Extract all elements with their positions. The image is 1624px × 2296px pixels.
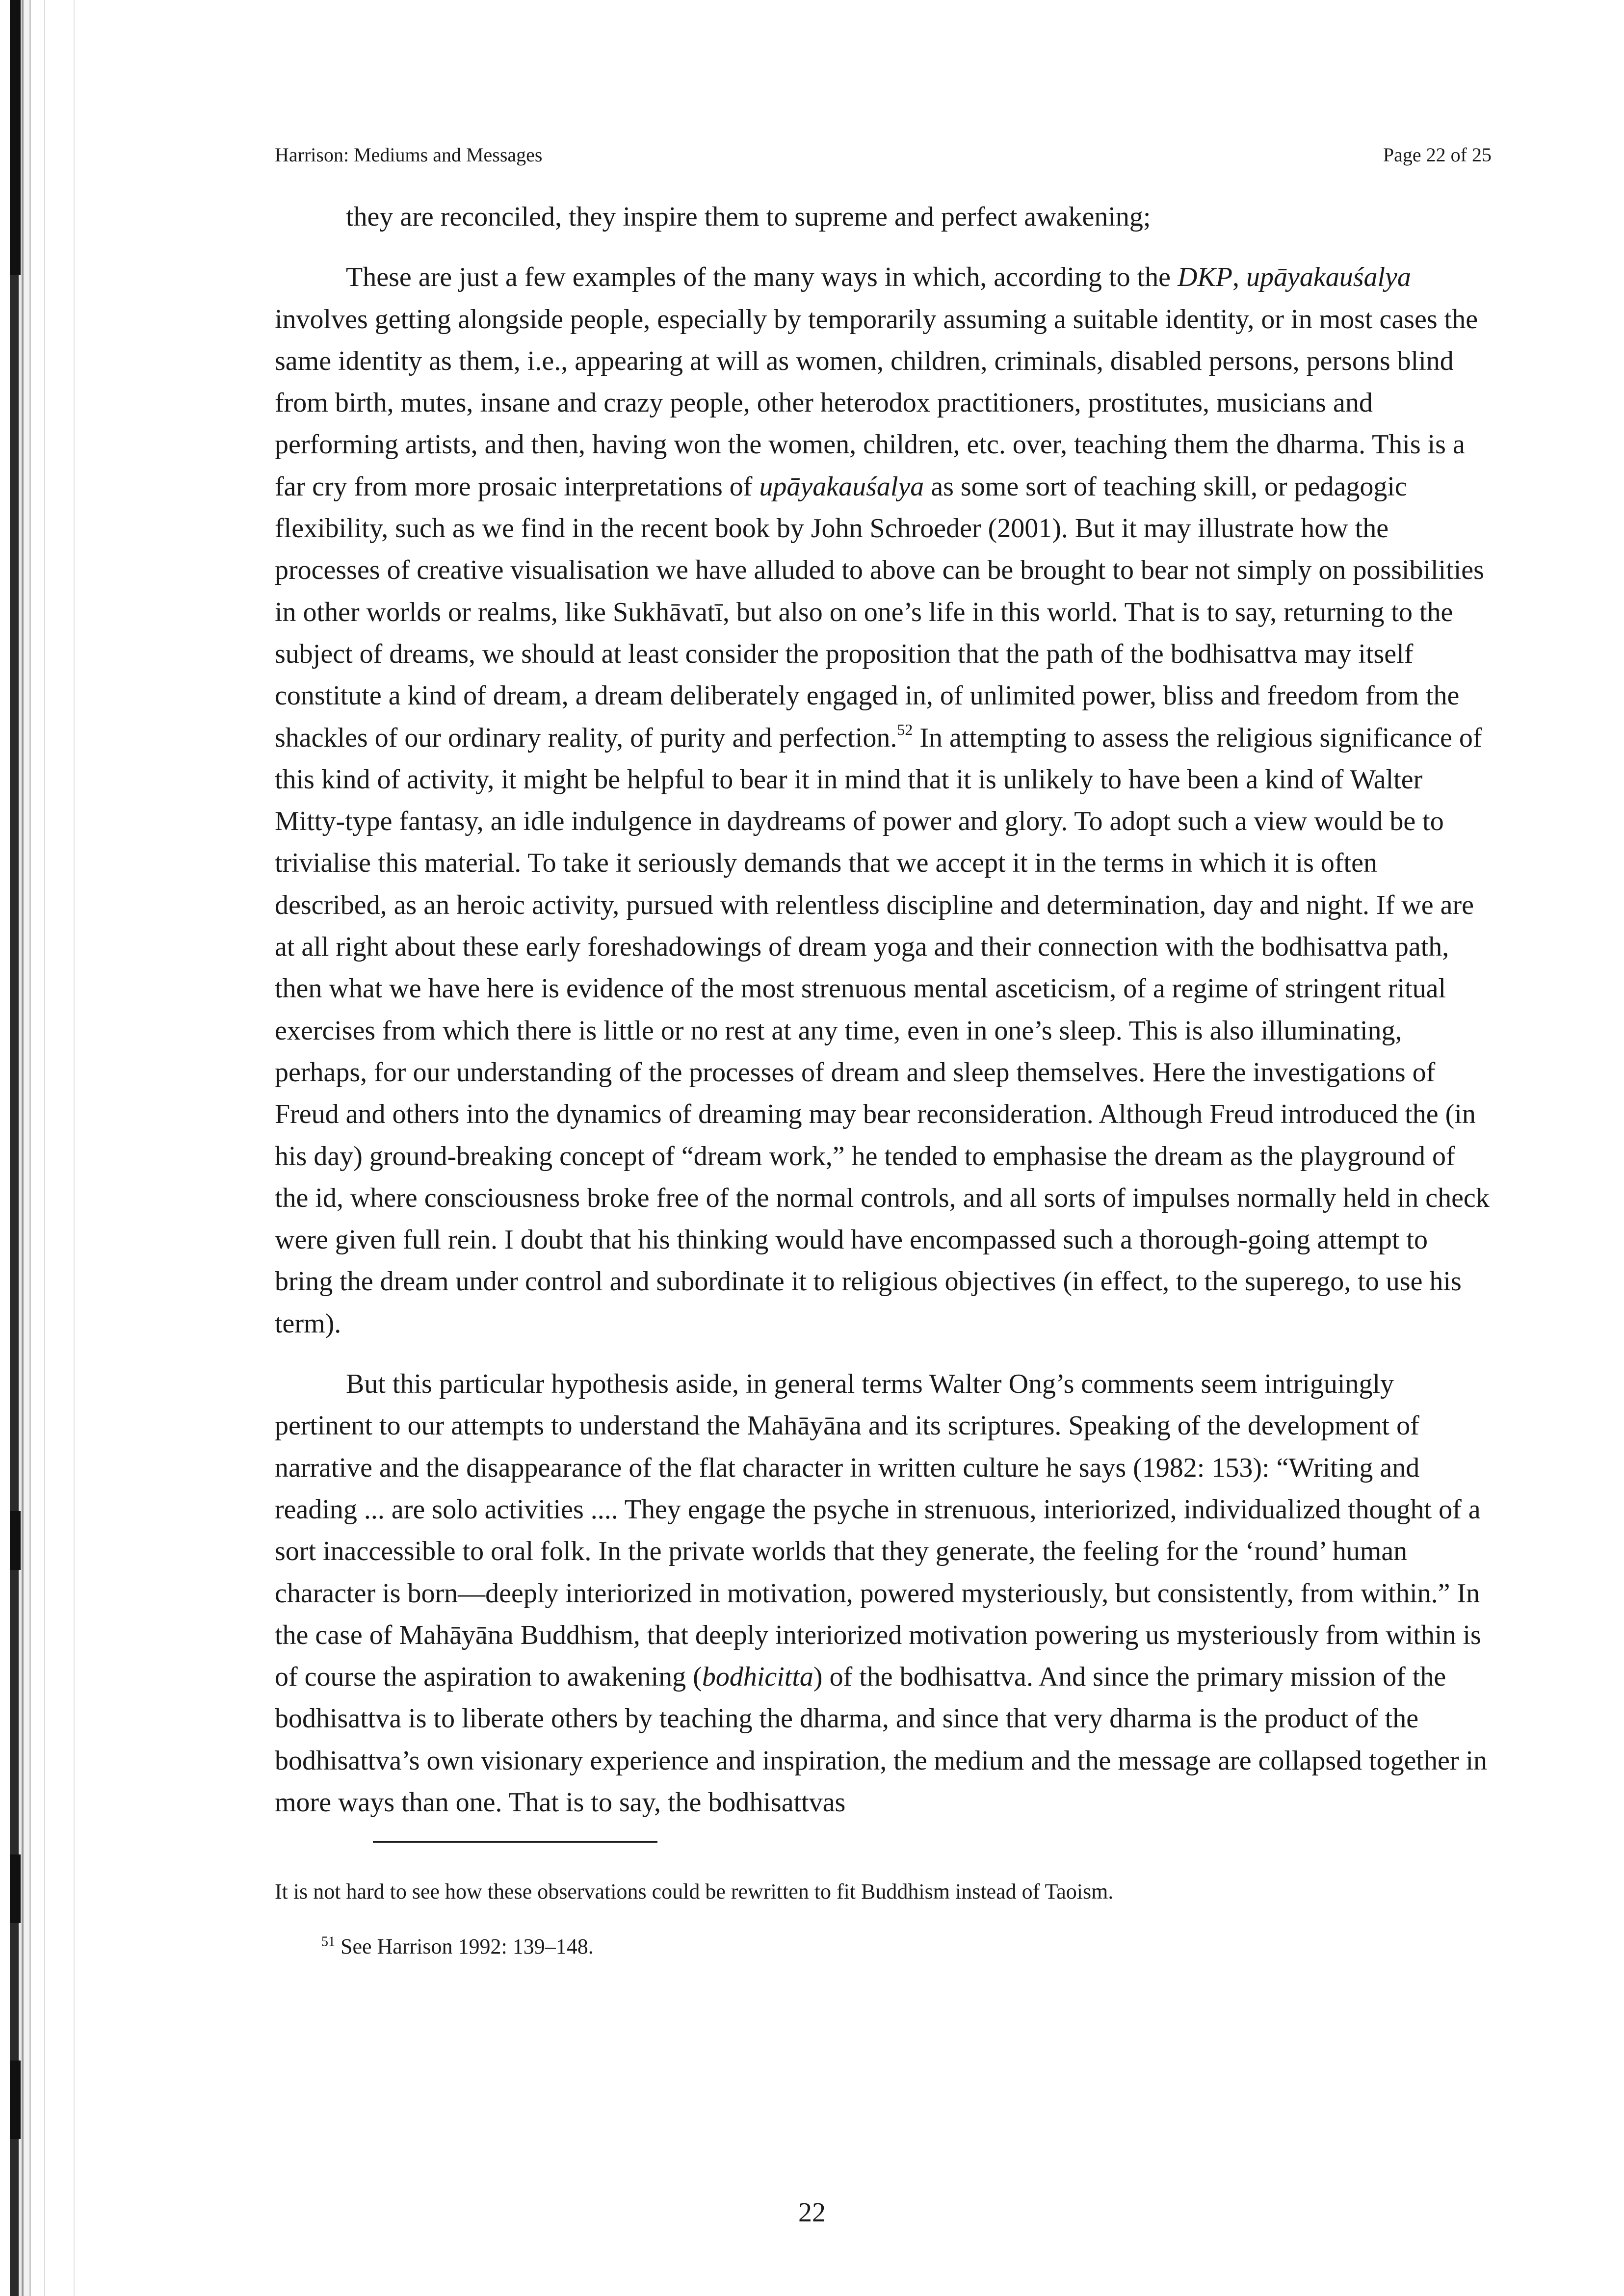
scanner-edge-artifact [0, 0, 108, 2296]
italic-term: DKP [1177, 262, 1232, 293]
document-page [275, 142, 1492, 1987]
footnote-ref[interactable]: 52 [897, 720, 913, 738]
scanner-edge-mark [10, 1854, 21, 1923]
running-header [275, 142, 1492, 168]
italic-term: bodhicitta [702, 1662, 813, 1693]
paragraph: But this particular hypothesis aside, in general terms Walter Ong’s comments seem intriguingly pertinent to our attempts to understand the Mahāyāna and its scriptures. Speaking of the development of narrative and the disappearance of the flat character in written culture he says (1982: 153): “Writing and reading ... are solo activities .... They engage the psyche in strenuous, interiorized, individualized thought of a sort inaccessible to oral folk. In the private worlds that they generate, the feeling for the ‘round’ human character is born—deeply interiorized in motivation, powered mysteriously, but consistently, from within.” In the case of Mahāyāna Buddhism, that deeply interiorized motivation powering us mysteriously from within is of course the aspiration to awakening (bodhicitta) of the bodhisattva. And since the primary mission of the bodhisattva is to liberate others by teaching the dharma, and since that very dharma is the product of the bodhisattva’s own visionary experience and inspiration, the medium and the message are collapsed together in more ways than one. That is to say, the bodhisattvas [275, 1369, 1488, 1818]
footnote-continued: It is not hard to see how these observations could be rewritten to fit Buddhism instead of Taoism. [275, 1879, 1114, 1904]
paragraph: These are just a few examples of the many ways in which, according to the DKP, upāyakauśalya involves getting alongside people, especially by temporarily assuming a suitable identity, or in most cases the same identity as them, i.e., appearing at will as women, children, criminals, disabled persons, persons blind from birth, mutes, insane and crazy people, other heterodox practitioners, prostitutes, musicians and performing artists, and then, having won the women, children, etc. over, teaching them the dharma. This is a far cry from more prosaic interpretations of upāyakauśalya as some sort of teaching skill, or pedagogic flexibility, such as we find in the recent book by John Schroeder (2001). But it may illustrate how the processes of creative visualisation we have alluded to above can be brought to bear not simply on possibilities in other worlds or realms, like Sukhāvatī, but also on one’s life in this world. That is to say, returning to the subject of dreams, we should at least consider the proposition that the path of the bodhisattva may itself constitute a kind of dream, a dream deliberately engaged in, of unlimited power, bliss and freedom from the shackles of our ordinary reality, of purity and perfection.$^{52}$ In attempting to assess the religious significance of this kind of activity, it might be helpful to bear it in mind that it is unlikely to have been a kind of Walter Mitty-type fantasy, an idle indulgence in daydreams of power and glory. To adopt such a view would be to trivialise this material. To take it seriously demands that we accept it in the terms in which it is often described, as an heroic activity, pursued with relentless discipline and determination, day and night. If we are at all right about these early foreshadowings of dream yoga and their connection with the bodhisattva path, then what we have here is evidence of the most strenuous mental asceticism, of a regime of stringent ritual exercises from which there is little or no rest at any time, even in one’s sleep. This is also illuminating, perhaps, for our understanding of the processes of dream and sleep themselves. Here the investigations of Freud and others into the dynamics of dreaming may bear reconsideration. Although Freud introduced the (in his day) ground-breaking concept of “dream work,” he tended to emphasise the dream as the playground of the id, where consciousness broke free of the normal controls, and all sorts of impulses normally held in check were given full rein. I doubt that his thinking would have encompassed such a thorough-going attempt to bring the dream under control and subordinate it to religious objectives (in effect, to the superego, to use his term). [275, 262, 1490, 1339]
italic-term: upāyakauśalya [1246, 262, 1411, 293]
scanner-edge-mark [10, 0, 21, 275]
footnote-separator [373, 1841, 657, 1843]
page-number: 22 [798, 2197, 826, 2228]
footnote-number: 51 [321, 1934, 335, 1950]
italic-term: upāyakauśalya [759, 471, 924, 502]
scanner-edge-mark [10, 1511, 21, 1570]
body-text [275, 196, 1492, 1824]
running-title: Harrison: Mediums and Messages [275, 144, 543, 166]
paragraph-continued: they are reconciled, they inspire them to supreme and perfect awakening; [346, 202, 1151, 232]
footnotes [275, 1877, 1492, 1961]
page-indicator: Page 22 of 25 [1383, 144, 1492, 166]
scanner-edge-mark [10, 2061, 21, 2139]
footnote-51: $^{51}$ See Harrison 1992: 139–148. [321, 1934, 594, 1959]
